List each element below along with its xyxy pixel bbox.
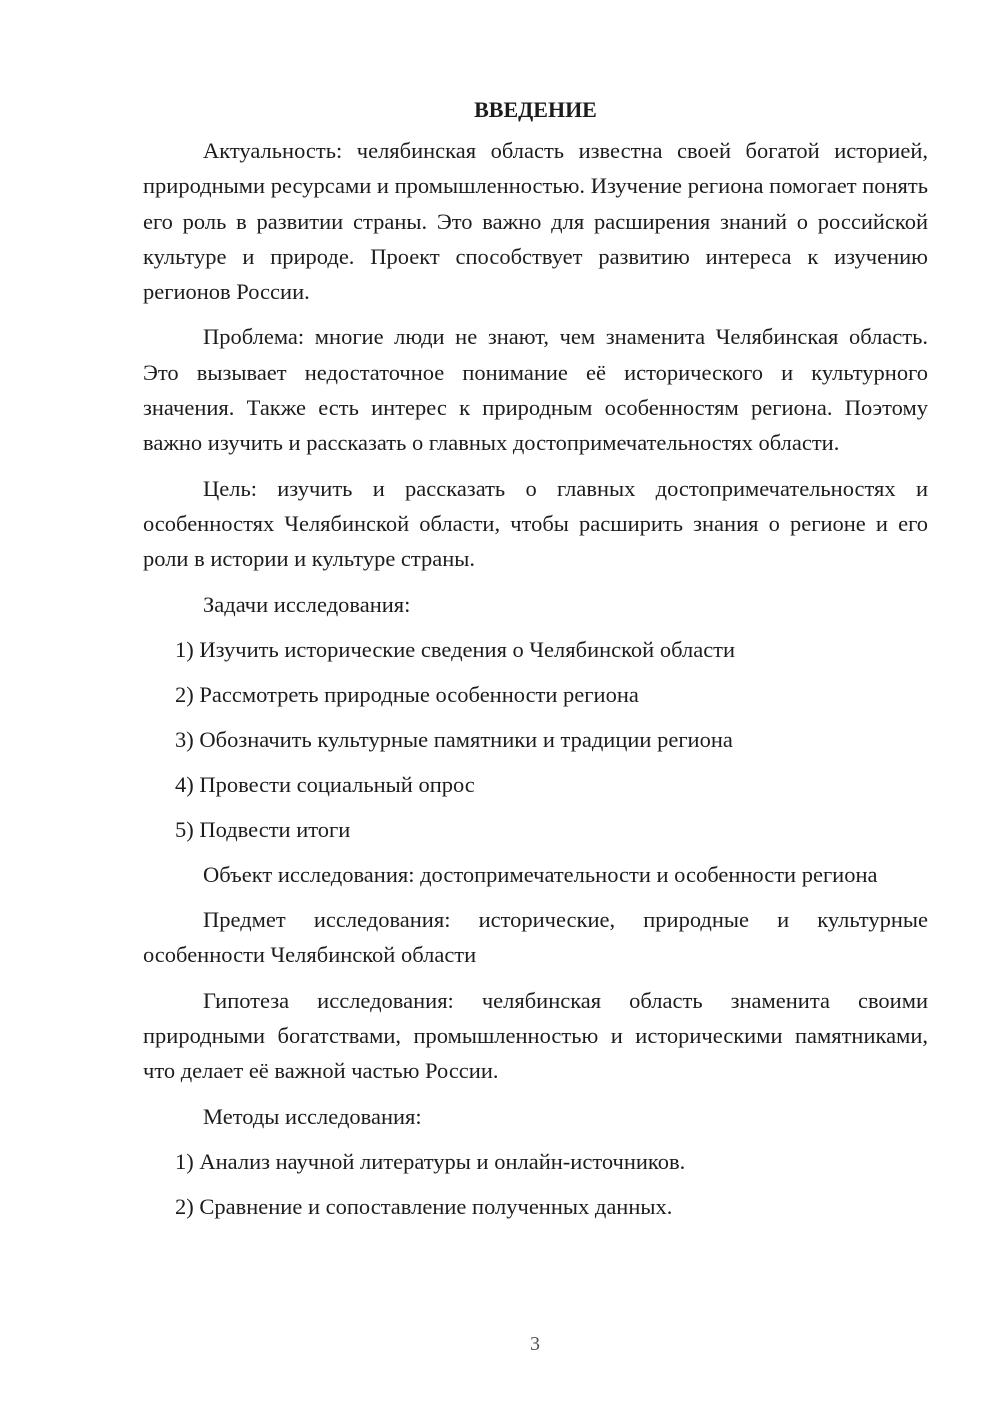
- tasks-label: Задачи исследования:: [203, 591, 411, 617]
- document-page: [143, 92, 928, 1224]
- hypothesis-paragraph: Гипотеза исследования: челябинская область знаменита своими природными богатствами, промышленностью и историческими памятниками, что делает её важной частью России.: [143, 987, 928, 1084]
- task-item: 5) Подвести итоги: [175, 816, 351, 842]
- method-item: 2) Сравнение и сопоставление полученных данных.: [175, 1193, 673, 1219]
- task-item: 1) Изучить исторические сведения о Челябинской области: [175, 636, 736, 662]
- task-item: 3) Обозначить культурные памятники и традиции региона: [175, 726, 733, 752]
- object-paragraph: Объект исследования: достопримечательности и особенности региона: [203, 861, 878, 887]
- method-item: 1) Анализ научной литературы и онлайн-источников.: [175, 1148, 686, 1174]
- task-item: 2) Рассмотреть природные особенности региона: [175, 681, 639, 707]
- section-heading: ВВЕДЕНИЕ: [474, 97, 597, 122]
- relevance-paragraph: Актуальность: челябинская область известна своей богатой историей, природными ресурсами и промышленностью. Изучение региона помогает понять его роль в развитии страны. Это важно для расширения знаний о российской культуре и природе. Проект способствует развитию интереса к изучению регионов России.: [143, 138, 928, 305]
- subject-paragraph: Предмет исследования: исторические, природные и культурные особенности Челябинской области: [143, 907, 928, 968]
- page-number: 3: [530, 1333, 540, 1355]
- task-item: 4) Провести социальный опрос: [175, 771, 475, 797]
- problem-paragraph: Проблема: многие люди не знают, чем знаменита Челябинская область. Это вызывает недостаточное понимание её исторического и культурного значения. Также есть интерес к природным особенностям региона. Поэтому важно изучить и рассказать о главных достопримечательностях области.: [143, 324, 928, 456]
- methods-label: Методы исследования:: [203, 1103, 422, 1129]
- goal-paragraph: Цель: изучить и рассказать о главных достопримечательностях и особенностях Челябинской области, чтобы расширить знания о регионе и его роли в истории и культуре страны.: [143, 475, 928, 572]
